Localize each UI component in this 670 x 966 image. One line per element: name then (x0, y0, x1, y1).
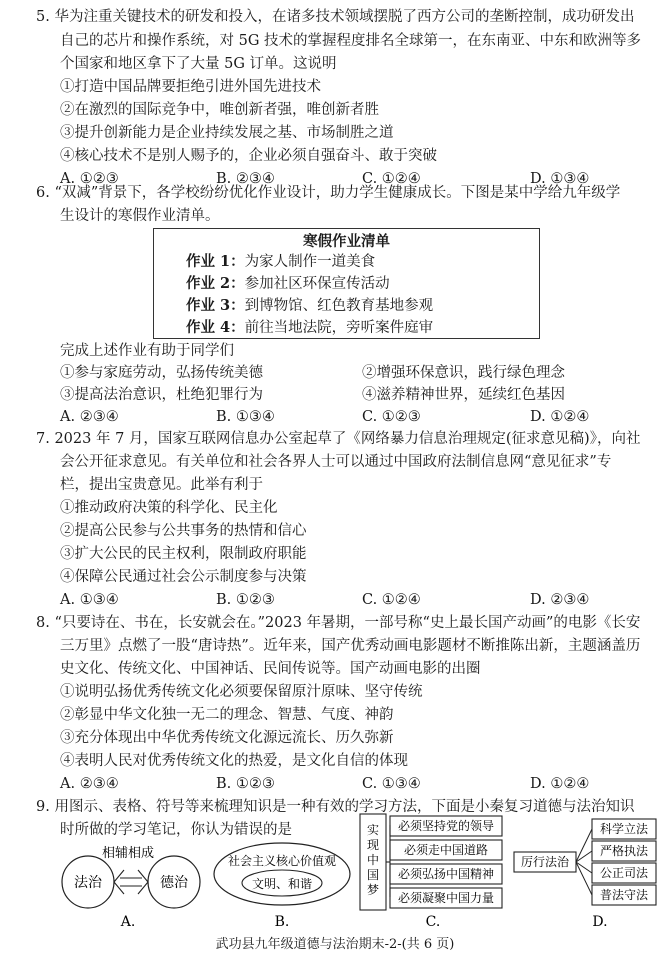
figure-c-side-char: 现 (366, 838, 380, 852)
q7-choice-b[interactable]: B. ①②③ (216, 592, 275, 608)
figure-d-connectors (576, 829, 592, 895)
q7-statement-2: ②提高公民参与公共事务的热情和信心 (60, 523, 307, 539)
q8-statement-3: ③充分体现出中华优秀传统文化源远流长、历久弥新 (60, 730, 394, 746)
q5-statement-3: ③提升创新能力是企业持续发展之基、市场制胜之道 (60, 125, 394, 141)
q8-stem-line2: 三万里》点燃了一股“唐诗热”。近年来，国产优秀动画电影题材不断推陈出新，主题涵盖历 (60, 638, 641, 654)
figure-a[interactable] (48, 840, 208, 930)
homework-item-label: 作业 4： (186, 319, 245, 336)
q5-statement-2: ②在激烈的国际竞争中，唯创新者强，唯创新者胜 (60, 102, 379, 118)
figure-d-row-text: 公正司法 (599, 866, 649, 880)
homework-item-1 (186, 251, 375, 273)
q8-stem-line3: 史文化、传统文化、中国神话、民间传说等。国产动画电影的出圈 (60, 661, 481, 677)
q7-statement-3: ③扩大公民的民主权利，限制政府职能 (60, 546, 307, 562)
homework-item-text: 前往当地法院，旁听案件庭审 (244, 320, 434, 336)
figure-b-option-label: B. (274, 914, 290, 930)
figure-c-row-text: 必须凝聚中国力量 (397, 891, 495, 905)
q9-stem-line2: 时所做的学习笔记，你认为错误的是 (60, 822, 292, 838)
figure-d-row-1 (592, 819, 656, 839)
figure-c-row-text: 必须走中国道路 (403, 843, 489, 857)
q7-choice-c[interactable]: C. ①②④ (362, 592, 421, 608)
q8-statement-1: ①说明弘扬优秀传统文化必须要保留原汁原味、坚守传统 (60, 684, 423, 700)
figure-d-row-text: 普法守法 (599, 888, 649, 902)
q5-statement-1: ①打造中国品牌要拒绝引进外国先进技术 (60, 79, 321, 95)
figure-c-side-char: 国 (366, 868, 380, 882)
figure-d-left-label: 厉行法治 (520, 855, 570, 869)
figure-d[interactable] (512, 815, 662, 930)
q8-choice-c[interactable]: C. ①③④ (362, 776, 421, 792)
figure-c-row-3 (390, 864, 502, 884)
figure-b-title: 社会主义核心价值观 (227, 854, 337, 868)
q6-choice-d[interactable]: D. ①②④ (530, 409, 590, 425)
homework-item-label: 作业 1： (186, 253, 245, 270)
q5-choice-a[interactable]: A. ①②③ (60, 171, 119, 187)
figure-c-row-text: 必须坚持党的领导 (397, 819, 495, 833)
figure-c-row-1 (390, 816, 502, 836)
figure-d-row-text: 严格执法 (599, 844, 649, 858)
q8-stem-line1: 8. “只要诗在、书在，长安就会在。”2023 年暑期，一部号称“史上最长国产动画”的电影《长安 (36, 615, 641, 631)
q6-statement-3: ③提高法治意识，杜绝犯罪行为 (60, 387, 263, 403)
q6-choice-b[interactable]: B. ①③④ (216, 409, 275, 425)
figure-d-row-3 (592, 863, 656, 883)
figure-c[interactable] (358, 812, 508, 930)
figure-a-left-label: 法治 (74, 875, 102, 891)
q5-stem-line2: 自己的芯片和操作系统，对 5G 技术的掌握程度排名全球第一，在东南亚、中东和欧洲等多 (60, 33, 642, 49)
q6-statement-2: ②增强环保意识，践行绿色理念 (362, 365, 565, 381)
figure-c-side-char: 中 (366, 853, 380, 867)
q8-statement-2: ②彰显中华文化独一无二的理念、智慧、气度、神韵 (60, 707, 394, 723)
q7-choice-a[interactable]: A. ①③④ (60, 592, 119, 608)
q9-stem-line1: 9. 用图示、表格、符号等来梳理知识是一种有效的学习方法，下面是小秦复习道德与法治知识 (36, 799, 635, 815)
figure-d-row-text: 科学立法 (599, 822, 649, 836)
q6-statement-4: ④滋养精神世界，延续红色基因 (362, 387, 565, 403)
figure-b[interactable] (212, 840, 352, 930)
q7-stem-line2: 会公开征求意见。有关单位和社会各界人士可以通过中国政府法制信息网“意见征求”专 (60, 454, 612, 470)
figure-a-top-label: 相辅相成 (101, 846, 155, 861)
double-arrow-icon (114, 870, 148, 894)
q6-stem-line3: 完成上述作业有助于同学们 (60, 343, 234, 359)
homework-item-label: 作业 2： (186, 275, 245, 292)
figure-b-inner-label: 文明、和谐 (251, 877, 313, 891)
q7-stem-line3: 栏，提出宝贵意见。此举有利于 (60, 477, 263, 493)
q5-choice-b[interactable]: B. ②③④ (216, 171, 275, 187)
q5-stem-line3: 个国家和地区拿下了大量 5G 订单。这说明 (60, 56, 337, 72)
q8-choice-d[interactable]: D. ①②④ (530, 776, 590, 792)
homework-list-box (153, 228, 540, 339)
q6-statement-1: ①参与家庭劳动，弘扬传统美德 (60, 365, 263, 381)
q5-choice-c[interactable]: C. ①②④ (362, 171, 421, 187)
q7-statement-4: ④保障公民通过社会公示制度参与决策 (60, 569, 307, 585)
q7-stem-line1: 7. 2023 年 7 月，国家互联网信息办公室起草了《网络暴力信息治理规定(征求意见稿)》，向社 (36, 431, 641, 447)
q6-choice-a[interactable]: A. ②③④ (60, 409, 119, 425)
q6-choice-c[interactable]: C. ①②③ (362, 409, 421, 425)
homework-item-text: 参加社区环保宣传活动 (244, 276, 390, 292)
figure-d-row-4 (592, 885, 656, 905)
figure-c-side-char: 梦 (366, 883, 380, 897)
homework-item-3 (186, 295, 433, 317)
homework-list-title: 寒假作业清单 (303, 233, 390, 250)
figure-c-side-char: 实 (366, 823, 380, 837)
q7-statement-1: ①推动政府决策的科学化、民主化 (60, 500, 278, 516)
q8-choice-a[interactable]: A. ②③④ (60, 776, 119, 792)
figure-a-right-label: 德治 (160, 875, 188, 891)
figure-d-option-label: D. (592, 914, 608, 930)
q5-stem-line1: 5. 华为注重关键技术的研发和投入，在诸多技术领域摆脱了西方公司的垄断控制，成功研发出 (36, 9, 635, 25)
figure-c-row-text: 必须弘扬中国精神 (397, 867, 495, 881)
figure-c-row-2 (390, 840, 502, 860)
q8-choice-b[interactable]: B. ①②③ (216, 776, 275, 792)
homework-item-text: 为家人制作一道美食 (244, 254, 376, 270)
figure-c-row-4 (390, 888, 502, 908)
q5-choice-d[interactable]: D. ①③④ (530, 171, 590, 187)
q7-choice-d[interactable]: D. ②③④ (530, 592, 590, 608)
figure-d-row-2 (592, 841, 656, 861)
q5-statement-4: ④核心技术不是别人赐予的，企业必须自强奋斗、敢于突破 (60, 148, 437, 164)
page-footer: 武功县九年级道德与法治期末-2-(共 6 页) (215, 937, 455, 952)
q6-stem-line1: 6. “双减”背景下，各学校纷纷优化作业设计，助力学生健康成长。下图是某中学给九年级学 (36, 185, 621, 201)
figure-c-option-label: C. (425, 914, 441, 930)
figure-a-option-label: A. (120, 914, 136, 930)
homework-item-2 (186, 273, 390, 295)
q6-stem-line2: 生设计的寒假作业清单。 (60, 208, 220, 224)
homework-item-4 (186, 317, 433, 339)
homework-item-label: 作业 3： (186, 297, 245, 314)
q8-statement-4: ④表明人民对优秀传统文化的热爱，是文化自信的体现 (60, 753, 408, 769)
homework-item-text: 到博物馆、红色教育基地参观 (244, 298, 434, 314)
